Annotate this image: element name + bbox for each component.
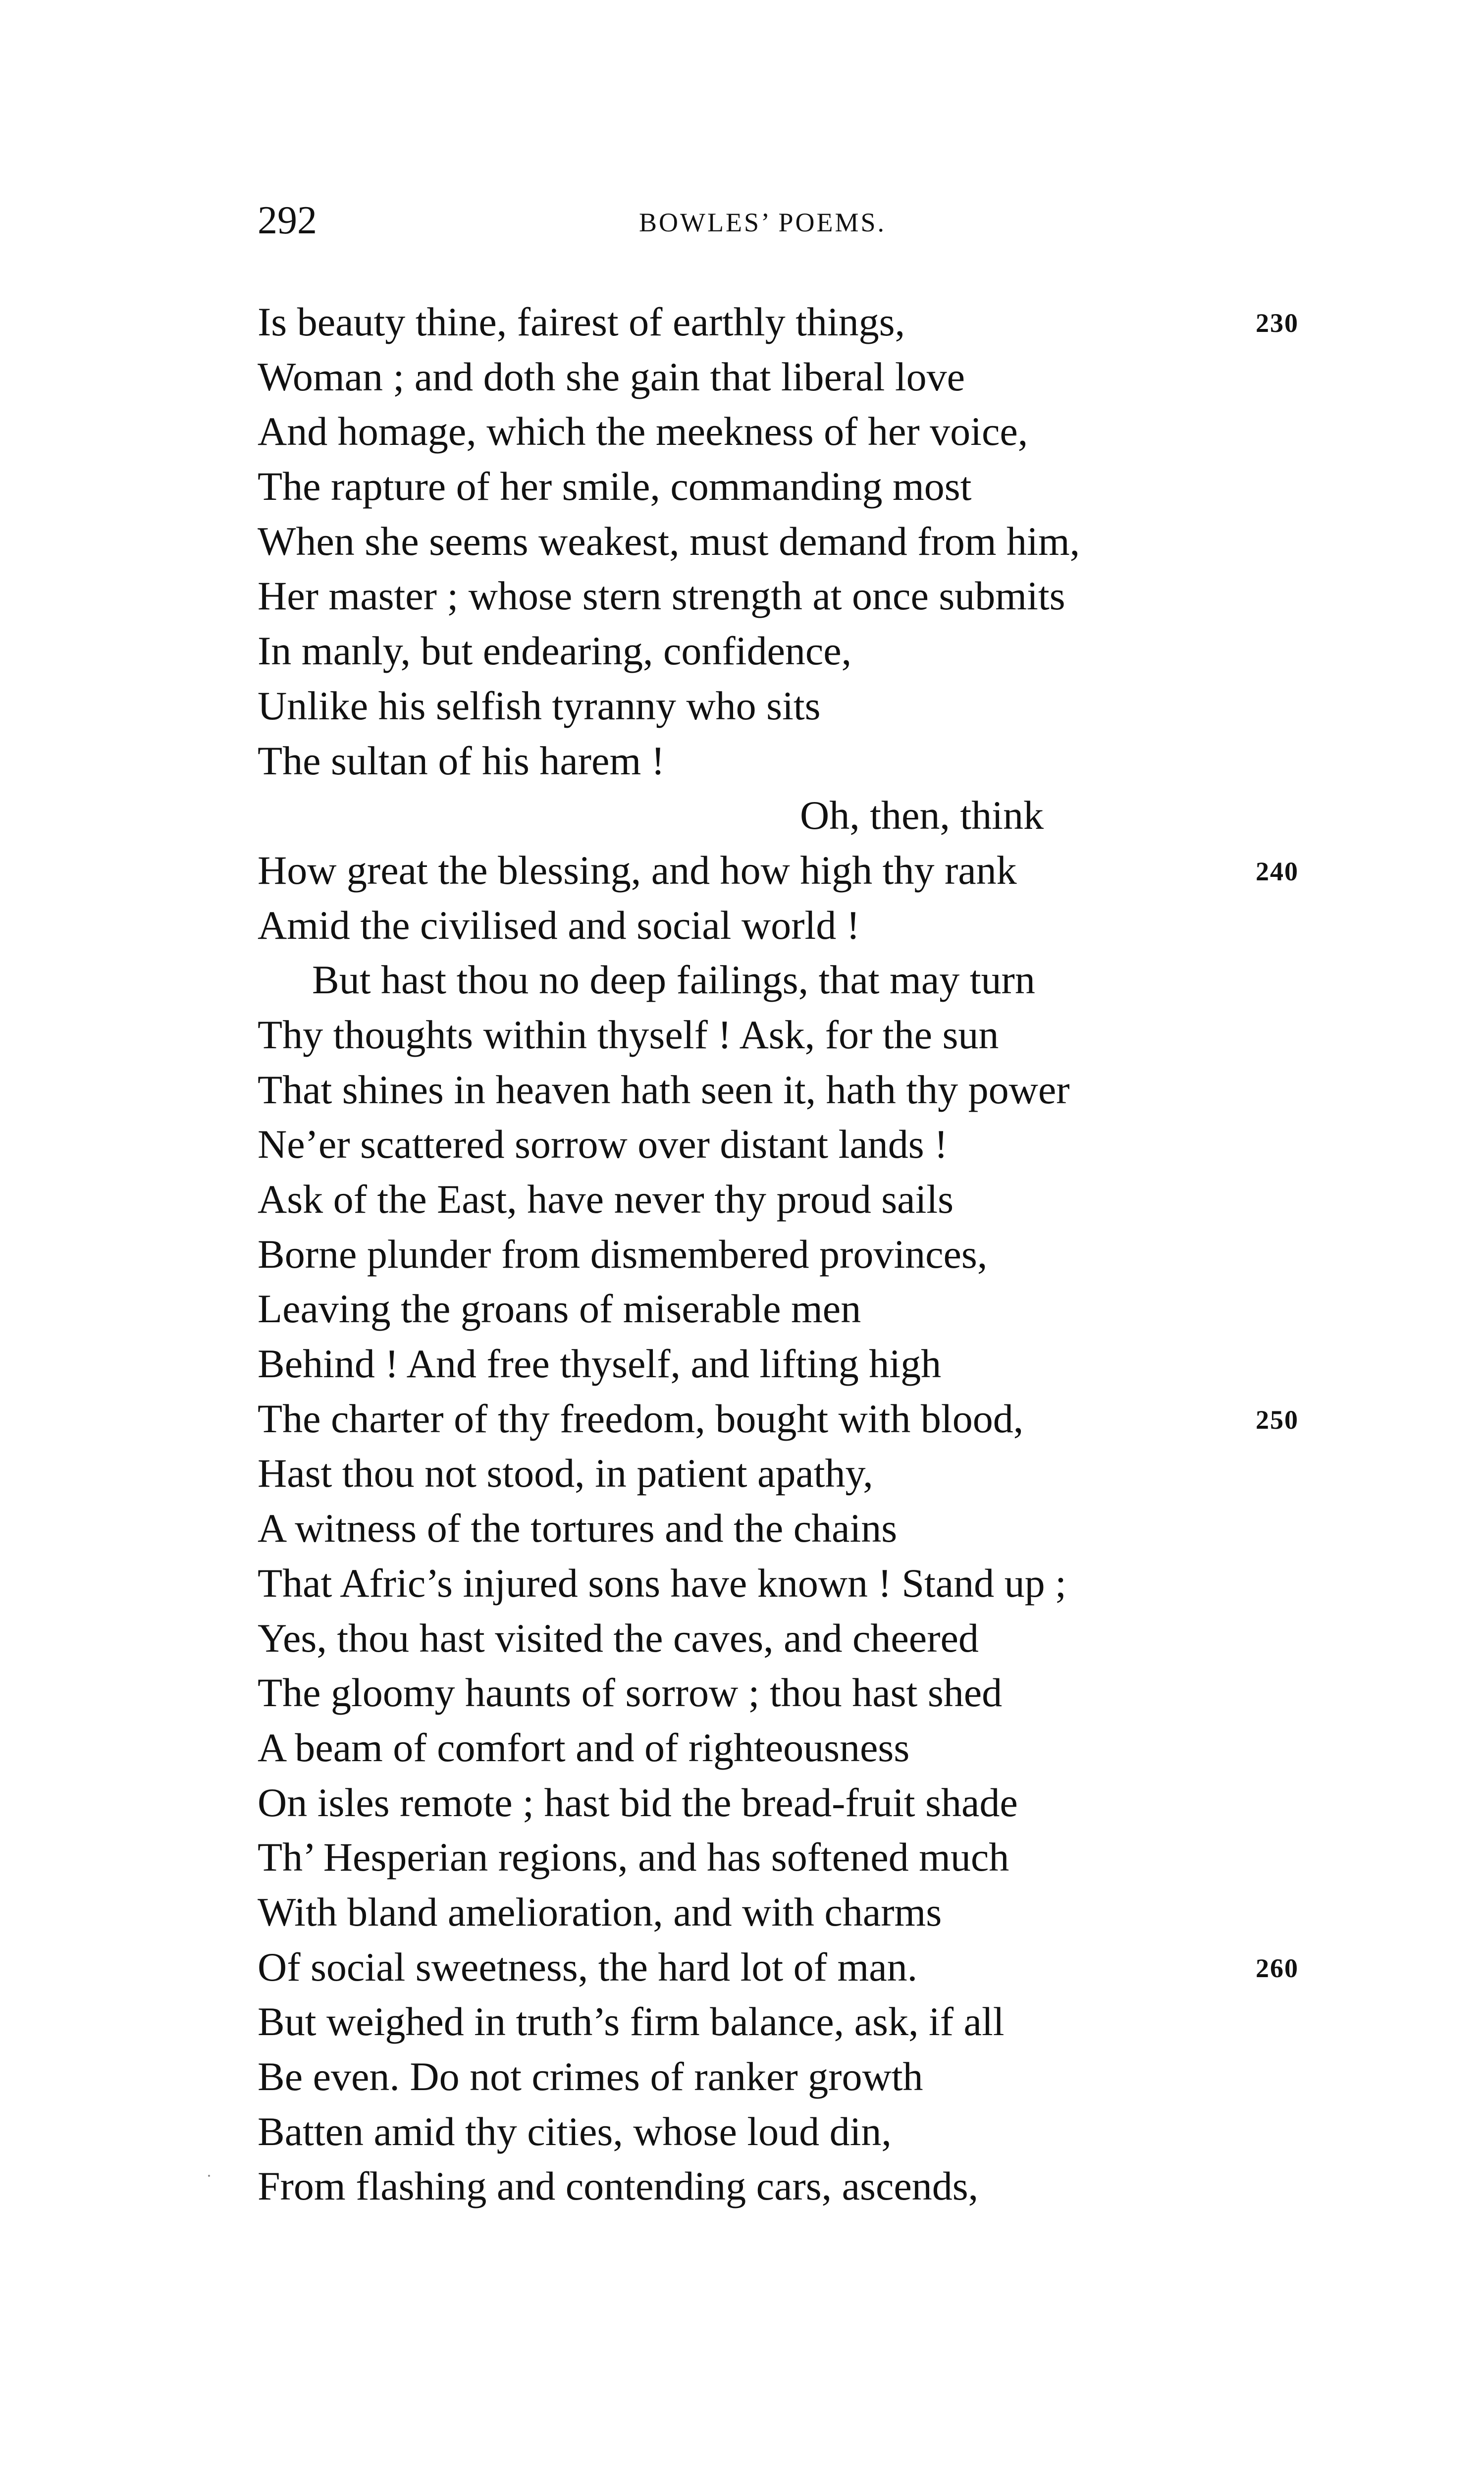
poem-line-text: Ne’er scattered sorrow over distant lands ! bbox=[258, 1122, 948, 1167]
poem-line bbox=[258, 2104, 1397, 2159]
print-speck bbox=[208, 2175, 210, 2177]
poem-line-text: Woman ; and doth she gain that liberal love bbox=[258, 354, 965, 399]
poem-line-text: Borne plunder from dismembered provinces, bbox=[258, 1231, 988, 1277]
poem-line bbox=[258, 2159, 1397, 2214]
poem-line bbox=[258, 1282, 1397, 1337]
poem-line-text: The charter of thy freedom, bought with blood, bbox=[258, 1396, 1024, 1441]
poem-line bbox=[258, 1940, 1397, 1995]
poem-line bbox=[258, 898, 1397, 953]
poem-line-text: A witness of the tortures and the chains bbox=[258, 1506, 898, 1551]
poem-line bbox=[258, 1392, 1397, 1447]
poem-line-text: Yes, thou hast visited the caves, and cheered bbox=[258, 1615, 979, 1661]
poem-line bbox=[258, 843, 1397, 898]
poem-line-text: Leaving the groans of miserable men bbox=[258, 1286, 861, 1332]
poem-line-text: Batten amid thy cities, whose loud din, bbox=[258, 2108, 892, 2154]
poem-line bbox=[258, 1008, 1397, 1063]
poem-line bbox=[258, 734, 1397, 789]
poem-line-text: When she seems weakest, must demand from him, bbox=[258, 518, 1080, 564]
poem-line bbox=[258, 679, 1397, 734]
poem-line-text: That shines in heaven hath seen it, hath thy power bbox=[258, 1067, 1070, 1112]
poem-line-text: Her master ; whose stern strength at once submits bbox=[258, 573, 1065, 619]
poem-line-text: But hast thou no deep failings, that may turn bbox=[312, 957, 1035, 1003]
line-number: 250 bbox=[1256, 1404, 1299, 1435]
poem-line bbox=[258, 1994, 1397, 2049]
poem-line bbox=[258, 1721, 1397, 1776]
poem-line-text: Oh, then, think bbox=[800, 793, 1044, 838]
poem-line-text: How great the blessing, and how high thy rank bbox=[258, 847, 1017, 893]
poem-line bbox=[258, 1337, 1397, 1392]
poem-line bbox=[258, 1830, 1397, 1885]
line-number: 230 bbox=[1256, 308, 1299, 338]
poem-line-text: Is beauty thine, fairest of earthly things, bbox=[258, 299, 905, 344]
poem-line-text: Hast thou not stood, in patient apathy, bbox=[258, 1451, 873, 1496]
poem-line-text: A beam of comfort and of righteousness bbox=[258, 1724, 910, 1770]
poem-line bbox=[258, 1063, 1397, 1118]
poem-line bbox=[258, 788, 1397, 843]
poem-line-text: The sultan of his harem ! bbox=[258, 738, 665, 783]
poem-line bbox=[258, 459, 1397, 514]
poem-line-text: That Afric’s injured sons have known ! Stand up ; bbox=[258, 1560, 1066, 1606]
poem-line bbox=[258, 1666, 1397, 1721]
poem-line bbox=[258, 569, 1397, 624]
poem-line bbox=[258, 1227, 1397, 1282]
line-number: 260 bbox=[1256, 1953, 1299, 1983]
poem-line-text: Thy thoughts within thyself ! Ask, for the sun bbox=[258, 1012, 999, 1057]
poem-line bbox=[258, 953, 1397, 1008]
poem-line-text: With bland amelioration, and with charms bbox=[258, 1889, 942, 1935]
running-head bbox=[0, 196, 1484, 250]
poem-line-text: Behind ! And free thyself, and lifting high bbox=[258, 1341, 942, 1387]
poem-line bbox=[258, 1885, 1397, 1940]
poem-line bbox=[258, 404, 1397, 459]
poem-line bbox=[258, 1611, 1397, 1666]
running-title: BOWLES’ POEMS. bbox=[639, 208, 887, 237]
poem-line bbox=[258, 1556, 1397, 1611]
poem-line-text: The gloomy haunts of sorrow ; thou hast shed bbox=[258, 1670, 1003, 1716]
poem-line-text: Unlike his selfish tyranny who sits bbox=[258, 683, 821, 728]
poem-line bbox=[258, 295, 1397, 350]
poem-line-text: The rapture of her smile, commanding most bbox=[258, 464, 972, 509]
page-number: 292 bbox=[258, 199, 317, 242]
poem-line-text: Of social sweetness, the hard lot of man. bbox=[258, 1944, 918, 1990]
poem-line bbox=[258, 1776, 1397, 1831]
poem-line-text: Amid the civilised and social world ! bbox=[258, 902, 860, 948]
poem-line bbox=[258, 514, 1397, 569]
poem-line-text: Be even. Do not crimes of ranker growth bbox=[258, 2054, 923, 2099]
poem-line bbox=[258, 1446, 1397, 1501]
poem-text bbox=[258, 295, 1397, 2214]
poem-line bbox=[258, 624, 1397, 679]
poem-line bbox=[258, 350, 1397, 405]
poem-line bbox=[258, 1117, 1397, 1172]
poem-line-text: But weighed in truth’s firm balance, ask, if all bbox=[258, 1999, 1005, 2045]
poem-line-text: In manly, but endearing, confidence, bbox=[258, 628, 852, 674]
poem-line bbox=[258, 1172, 1397, 1227]
poem-line-text: Th’ Hesperian regions, and has softened much bbox=[258, 1834, 1009, 1880]
poem-line bbox=[258, 1501, 1397, 1556]
poem-line-text: And homage, which the meekness of her voice, bbox=[258, 409, 1028, 454]
poem-line bbox=[258, 2049, 1397, 2104]
line-number: 240 bbox=[1256, 856, 1299, 886]
poem-line-text: On isles remote ; hast bid the bread-fruit shade bbox=[258, 1779, 1018, 1825]
poem-line-text: From flashing and contending cars, ascends, bbox=[258, 2163, 979, 2209]
poem-line-text: Ask of the East, have never thy proud sails bbox=[258, 1177, 954, 1222]
